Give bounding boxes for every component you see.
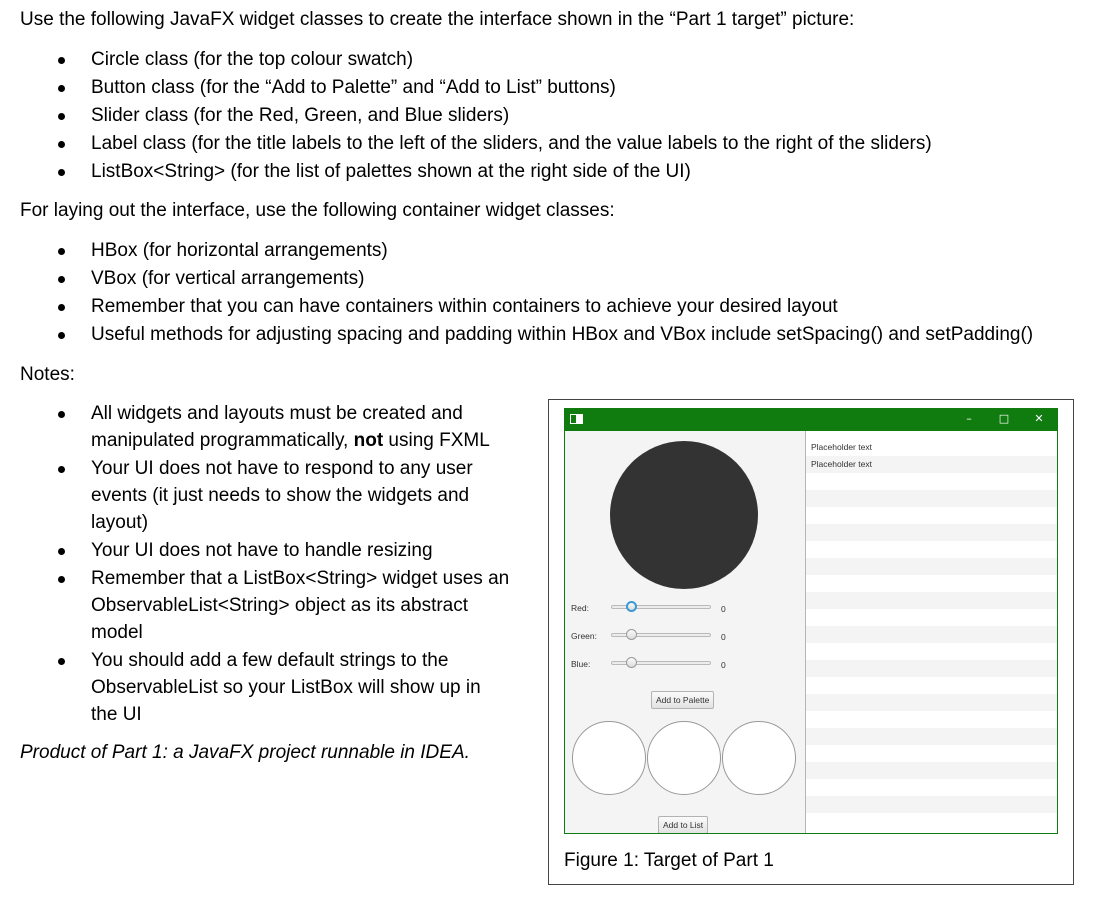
bullet-icon: [58, 113, 65, 120]
list-row-empty: [806, 796, 1057, 813]
list-row-empty: [806, 575, 1057, 592]
bullet-icon: [58, 411, 65, 418]
note-line: layout): [91, 512, 149, 533]
note-text: manipulated programmatically,: [91, 430, 354, 451]
app-window: [564, 408, 1058, 834]
app-icon: [570, 414, 583, 424]
note-text: using FXML: [383, 430, 490, 451]
list-row-empty: [806, 541, 1057, 558]
list-row-empty: [806, 473, 1057, 490]
bullet-icon: [58, 332, 65, 339]
green-label: Green:: [571, 631, 597, 641]
maximize-icon[interactable]: □: [998, 412, 1010, 425]
left-pane: [565, 431, 805, 834]
green-value: 0: [721, 632, 726, 642]
list-item: Useful methods for adjusting spacing and padding within HBox and VBox include setSpacing() and setPadding(): [91, 324, 1034, 345]
list-item: Remember that you can have containers within containers to achieve your desired layout: [91, 296, 838, 317]
note-emphasis: not: [353, 430, 384, 451]
palette-circle[interactable]: [647, 721, 721, 795]
list-row-empty: [806, 745, 1057, 762]
colour-swatch: [610, 441, 758, 589]
note-line: Your UI does not have to respond to any user: [91, 458, 473, 479]
list-row-empty: [806, 558, 1057, 575]
window-titlebar[interactable]: [565, 409, 1057, 431]
note-line: events (it just needs to show the widgets and: [91, 485, 470, 506]
list-row-empty: [806, 592, 1057, 609]
list-row-empty: [806, 728, 1057, 745]
palette-circle[interactable]: [722, 721, 796, 795]
note-line: All widgets and layouts must be created and: [91, 403, 463, 424]
palette-list[interactable]: [805, 431, 1057, 833]
list-row-empty: [806, 762, 1057, 779]
list-row-empty: [806, 507, 1057, 524]
list-item: VBox (for vertical arrangements): [91, 268, 365, 289]
note-line: Your UI does not have to handle resizing: [91, 540, 433, 561]
add-to-list-button[interactable]: Add to List: [658, 816, 708, 834]
blue-value: 0: [721, 660, 726, 670]
green-slider-thumb[interactable]: [626, 629, 637, 640]
bullet-icon: [58, 169, 65, 176]
bullet-icon: [58, 548, 65, 555]
note-line: [91, 430, 490, 452]
list-row-empty: [806, 779, 1057, 796]
close-icon[interactable]: ✕: [1034, 412, 1044, 425]
bullet-icon: [58, 85, 65, 92]
list-item: Button class (for the “Add to Palette” and “Add to List” buttons): [91, 77, 616, 98]
list-row-empty: [806, 813, 1057, 830]
layout-intro-text: For laying out the interface, use the following container widget classes:: [20, 200, 615, 221]
blue-label: Blue:: [571, 659, 591, 669]
bullet-icon: [58, 276, 65, 283]
bullet-icon: [58, 576, 65, 583]
list-item: Slider class (for the Red, Green, and Blue sliders): [91, 105, 510, 126]
note-line: Remember that a ListBox<String> widget uses an: [91, 568, 510, 589]
list-row-empty: [806, 609, 1057, 626]
list-item: ListBox<String> (for the list of palettes shown at the right side of the UI): [91, 161, 691, 182]
bullet-icon: [58, 141, 65, 148]
list-row-empty: [806, 694, 1057, 711]
bullet-icon: [58, 466, 65, 473]
note-line: ObservableList so your ListBox will show up in: [91, 677, 481, 698]
list-row-empty: [806, 490, 1057, 507]
blue-slider-thumb[interactable]: [626, 657, 637, 668]
list-row-empty: [806, 711, 1057, 728]
product-text: Product of Part 1: a JavaFX project runnable in IDEA.: [20, 742, 470, 763]
bullet-icon: [58, 658, 65, 665]
minimize-icon[interactable]: –: [966, 412, 972, 425]
intro-text: Use the following JavaFX widget classes to create the interface shown in the “Part 1 target” picture:: [20, 9, 855, 30]
notes-heading: Notes:: [20, 364, 75, 385]
list-row-empty: [806, 643, 1057, 660]
red-slider-thumb[interactable]: [626, 601, 637, 612]
palette-circle[interactable]: [572, 721, 646, 795]
list-row-empty: [806, 660, 1057, 677]
note-line: the UI: [91, 704, 142, 725]
red-value: 0: [721, 604, 726, 614]
list-item[interactable]: Placeholder text: [806, 439, 1057, 456]
figure-caption: Figure 1: Target of Part 1: [564, 850, 774, 871]
note-line: You should add a few default strings to the: [91, 650, 449, 671]
list-item[interactable]: Placeholder text: [806, 456, 1057, 473]
red-label: Red:: [571, 603, 589, 613]
list-item: Label class (for the title labels to the left of the sliders, and the value labels to the right of the sliders): [91, 133, 932, 154]
add-to-palette-button[interactable]: Add to Palette: [651, 691, 714, 709]
list-row-empty: [806, 626, 1057, 643]
bullet-icon: [58, 304, 65, 311]
list-item: HBox (for horizontal arrangements): [91, 240, 388, 261]
bullet-icon: [58, 248, 65, 255]
list-row-empty: [806, 524, 1057, 541]
bullet-icon: [58, 57, 65, 64]
note-line: ObservableList<String> object as its abstract: [91, 595, 469, 616]
list-row-empty: [806, 677, 1057, 694]
list-item: Circle class (for the top colour swatch): [91, 49, 414, 70]
note-line: model: [91, 622, 143, 643]
